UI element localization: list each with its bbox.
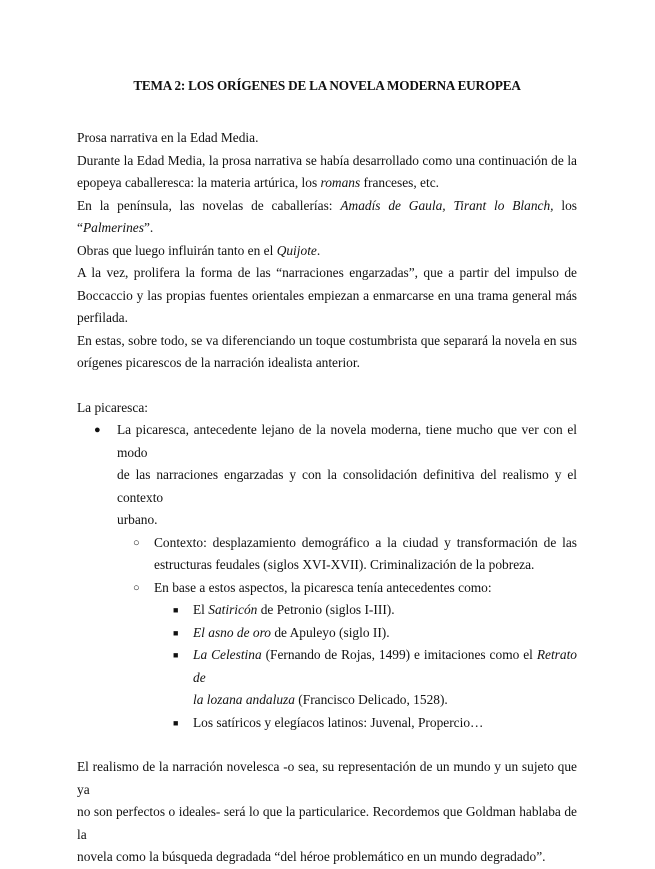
spacer [77,375,577,397]
intro-line-2: Durante la Edad Media, la prosa narrativa se había desarrollado como una continuación de la [77,152,577,168]
list-item: ■ Los satíricos y elegíacos latinos: Juvenal, Propercio… [77,712,577,735]
page-title: TEMA 2: LOS ORÍGENES DE LA NOVELA MODERNA EUROPEA [133,78,521,93]
circle-bullet-icon: ○ [133,581,140,594]
intro-line-1: Prosa narrativa en la Edad Media. [77,130,259,145]
intro-line-9: En estas, sobre todo, se va diferenciando un toque costumbrista que separará la novela en sus [77,332,577,348]
list-item: ○ Contexto: desplazamiento demográfico a la ciudad y transformación de las estructuras feudales (siglos XVI-XVII). Criminalización de la pobreza. [77,532,577,577]
intro-line-10: orígenes picarescos de la narración idealista anterior. [77,355,360,370]
list-item: ● La picaresca, antecedente lejano de la novela moderna, tiene mucho que ver con el modo de las narraciones engarzadas y con la consolidación definitiva del realismo y el contexto urbano. [77,419,577,532]
square-bullet-icon: ■ [173,717,179,728]
list-item: ○ En base a estos aspectos, la picaresca tenía antecedentes como: [77,577,577,600]
square-bullet-icon: ■ [173,650,179,660]
conclusion-line-2: no son perfectos o ideales- será lo que la particularice. Recordemos que Goldman hablaba de la [77,804,577,842]
intro-line-8: perfilada. [77,310,128,325]
intro-line-6: A la vez, prolifera la forma de las “narraciones engarzadas”, que a partir del impulso de [77,265,577,280]
intro-line-4: En la península, las novelas de caballerías: Amadís de Gaula, Tirant lo Blanch, los “Palmerines”. [77,197,577,235]
square-bullet-icon: ■ [173,605,179,615]
intro-line-3: epopeya caballeresca: la materia artúrica, los romans franceses, etc. [77,175,439,190]
intro-line-5: Obras que luego influirán tanto en el Quijote. [77,242,321,258]
list-item: ■ El Satiricón de Petronio (siglos I-III). [77,599,577,622]
square-bullet-icon: ■ [173,627,179,638]
circle-bullet-icon: ○ [133,536,140,549]
bullet-icon: ● [94,424,101,436]
list-item: ■ La Celestina (Fernando de Rojas, 1499) e imitaciones como el Retrato de la lozana andaluza (Francisco Delicado, 1528). [77,644,577,712]
picaresca-list [77,419,577,734]
conclusion-line-3: novela como la búsqueda degradada “del héroe problemático en un mundo degradado”. [77,849,546,864]
list-item: ■ El asno de oro de Apuleyo (siglo II). [77,622,577,645]
conclusion-line-1: El realismo de la narración novelesca -o sea, su representación de un mundo y un sujeto que ya [77,759,577,797]
intro-line-7: Boccaccio y las propias fuentes orientales empiezan a enmarcarse en una trama general más [77,287,577,303]
intro-section [77,127,577,375]
spacer [77,734,577,756]
picaresca-heading: La picaresca: [77,399,148,415]
conclusion-section [77,756,577,869]
